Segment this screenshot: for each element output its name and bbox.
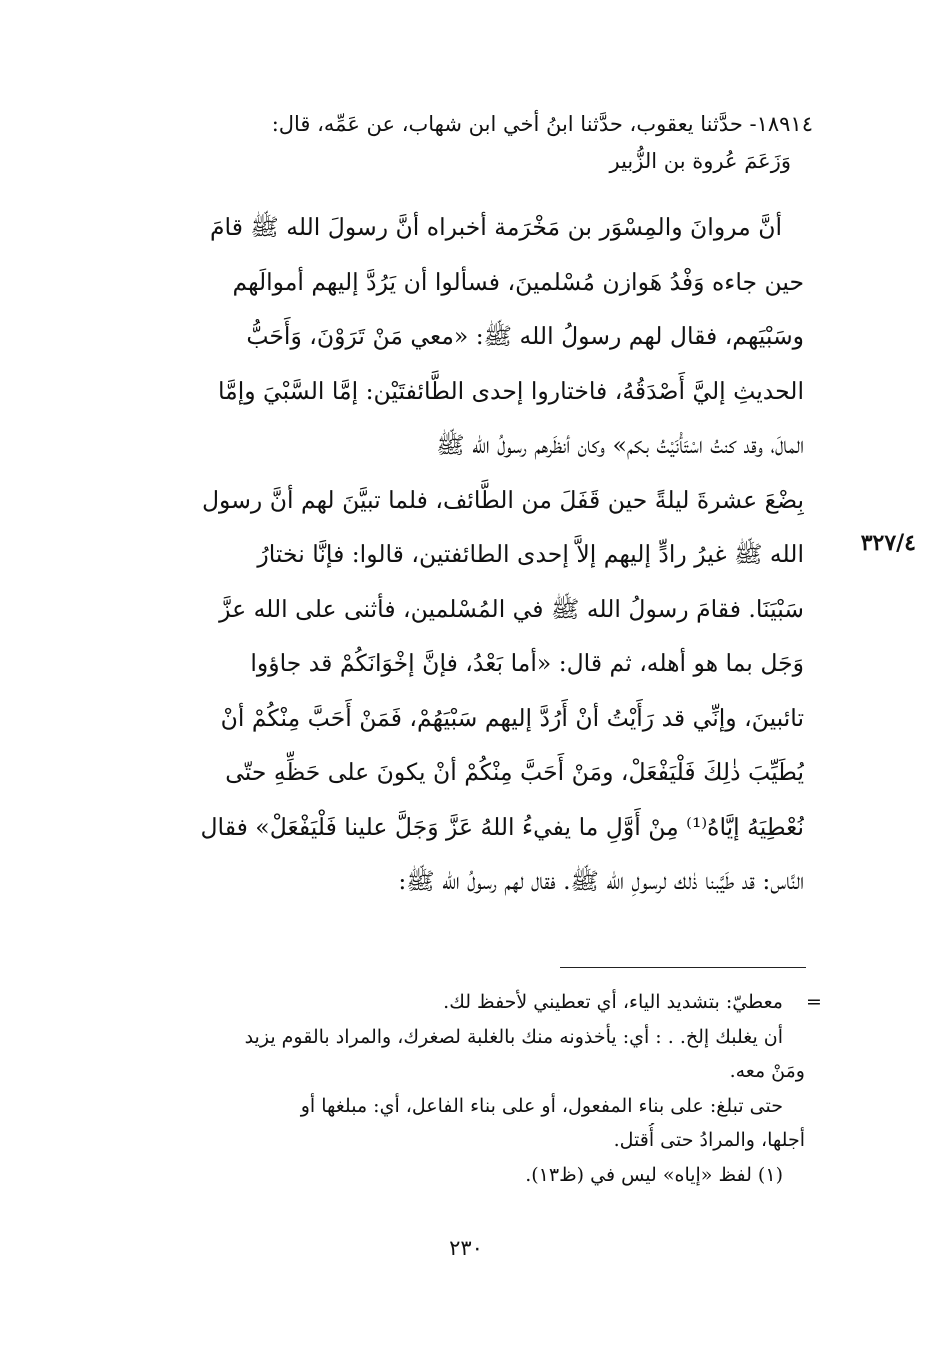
footnote-line: معطيّ: بتشديد الياء، أي تعطيني لأحفظ لك.: [443, 991, 783, 1013]
body-line: سَبْيَنَا. فقامَ رسولُ الله ﷺ في المُسْلمين، فأثنى على الله عزَّ: [219, 594, 804, 623]
body-line: نُعْطِيَهُ إيَّاهُ⁽¹⁾ مِنْ أَوَّلِ ما يفيءُ اللهُ عَزَّ وَجَلَّ علينا فَلْيَفْعَلْ» فقال: [200, 812, 804, 841]
margin-reference: ٣٢٧/٤: [860, 530, 916, 556]
footnote-line: (١) لفظ «إياه» ليس في (ظ١٣).: [525, 1163, 783, 1186]
page-number: ٢٣٠: [449, 1236, 483, 1260]
body-line: تائبينَ، وإنِّي قد رَأَيْتُ أنْ أَرُدَّ إليهم سَبْيَهُمْ، فَمَنْ أَحَبَّ مِنْكُمْ أنْ: [220, 703, 804, 732]
body-line: وسَبْيَهم، فقال لهم رسولُ الله ﷺ: «معي مَنْ تَرَوْنَ، وَأَحَبُّ: [246, 322, 804, 350]
hadith-header: [95, 106, 813, 180]
body-line: أنَّ مروانَ والمِسْوَر بن مَخْرَمة أخبراه أنَّ رسولَ الله ﷺ قامَ: [210, 213, 782, 241]
header-line: ١٨٩١٤- حدَّثنا يعقوب، حدَّثنا ابنُ أخي ابن شهاب، عن عَمِّه، قال:: [271, 112, 813, 136]
body-line: حين جاءه وَفْدُ هَوازن مُسْلمينَ، فسألوا أن يَرُدَّ إليهم أموالَهم: [232, 267, 804, 296]
body-line: وَجَل بما هو أهله، ثم قال: «أما بَعْدُ، فإنَّ إخْوَانَكُمْ قد جاؤوا: [250, 649, 804, 677]
header-line: وَزَعَمَ عُروة بن الزُّبير: [609, 149, 791, 173]
footnote-line: أن يغلبك إلخ. . : أي: يأخذونه منك بالغلبة لصغرك، والمراد بالقوم يزيد: [244, 1025, 783, 1048]
footnotes: [100, 985, 805, 1192]
hadith-body: [92, 200, 804, 909]
body-line: المالَ، وقد كنتُ اسْتَأْنَيْتُ بكم» وكان أنظَرهم رسولُ الله ﷺ: [436, 431, 804, 459]
body-line: النَّاس: قد طَيَّبنا ذٰلك لرسولِ الله ﷺ. فقال لهم رسولُ الله ﷺ:: [398, 867, 804, 895]
footnote-line: حتى تبلغ: على بناء المفعول، أو على بناء الفاعل، أي: مبلغها أو: [300, 1094, 783, 1117]
body-line: يُطَيِّبَ ذٰلِكَ فَلْيَفْعَلْ، ومَنْ أَحَبَّ مِنْكُمْ أنْ يكونَ على حَظِّهِ حتّى: [225, 758, 804, 786]
footnote-line: أجلها، والمرادُ حتى أُقتل.: [613, 1129, 805, 1151]
body-line: بِضْعَ عشرةَ ليلةً حين قَفَلَ من الطَّائف، فلما تبيَّنَ لهم أنَّ رسول: [201, 485, 804, 514]
footnote-divider: [560, 967, 806, 968]
body-line: الحديثِ إليَّ أَصْدَقُهُ، فاختاروا إحدى الطَّائفتَيْن: إمَّا السَّبْيَ وإمَّا: [217, 376, 804, 405]
body-line: الله ﷺ غيرُ رادٍّ إليهم إلاَّ إحدى الطائفتين، قالوا: فإنَّا نختارُ: [257, 540, 804, 568]
continuation-marker: =: [806, 991, 822, 1013]
footnote-line: ومَنْ معه.: [729, 1060, 805, 1082]
